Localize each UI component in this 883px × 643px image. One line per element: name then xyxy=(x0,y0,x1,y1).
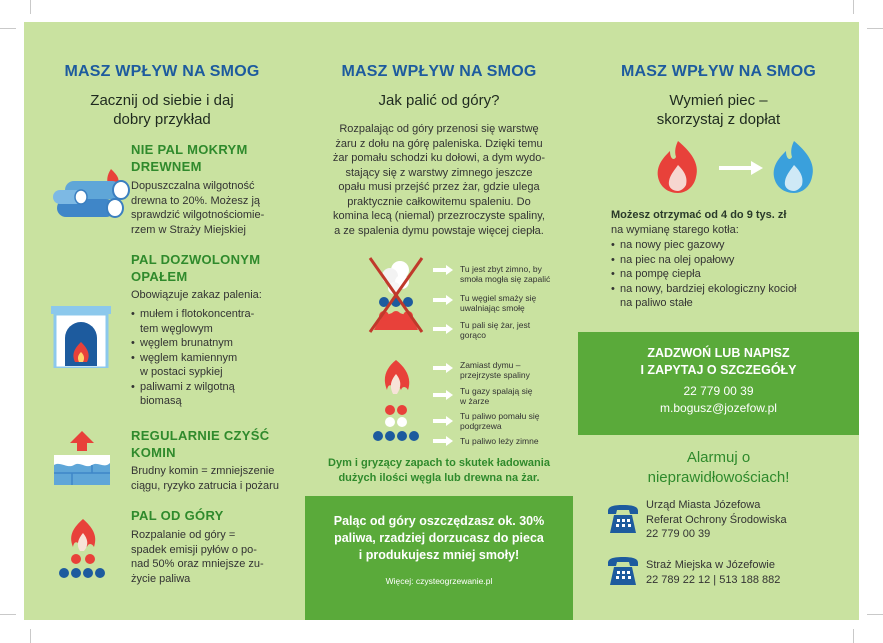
panel-subtitle: Zacznij od siebie i daj xyxy=(90,92,234,109)
annotation: Tu jest zbyt zimno, by smoła mogła się zapalić xyxy=(460,264,551,284)
phone-number[interactable]: 22 779 00 39 xyxy=(646,528,711,540)
list-item: • na nowy piec gazowy xyxy=(611,238,797,253)
section-heading: OPAŁEM xyxy=(131,269,188,284)
panel-top-down-burning xyxy=(300,22,578,620)
list-item: • paliwami z wilgotną biomasą xyxy=(131,380,254,409)
arrow-icon xyxy=(433,295,453,305)
list-item: • na nowy, bardziej ekologiczny kocioł na paliwo stałe xyxy=(611,282,797,311)
crop-mark xyxy=(30,629,31,643)
wrong-method-icon xyxy=(366,256,426,334)
contact-box xyxy=(578,332,859,435)
section-heading: NIE PAL MOKRYM xyxy=(131,142,248,157)
panel-replace-stove xyxy=(578,22,859,620)
correct-method-icon xyxy=(370,356,422,444)
annotation: Tu gazy spalają się w żarze xyxy=(460,386,533,406)
crop-mark xyxy=(853,629,854,643)
section-text: Obowiązuje zakaz palenia: xyxy=(131,289,262,301)
crop-mark xyxy=(867,28,883,29)
panel-subtitle: dobry przykład xyxy=(113,111,211,128)
list-item: • węglem brunatnym xyxy=(131,336,254,351)
savings-text: Paląc od góry oszczędzasz ok. 30% paliwa, rzadziej dorzucasz do pieca i produkujesz mniej smoły! xyxy=(333,514,545,562)
phone-number[interactable]: 22 789 22 12 | 513 188 882 xyxy=(646,573,781,586)
crop-mark xyxy=(853,0,854,14)
section-heading: DREWNEM xyxy=(131,159,202,174)
warning-text: Dym i gryzący zapach to skutek ładowania dużych ilości węgla lub drewna na żar. xyxy=(328,457,550,484)
savings-box xyxy=(305,496,573,620)
arrow-right-icon xyxy=(719,161,763,175)
annotation: Tu paliwo leży zimne xyxy=(460,436,539,446)
chimney-icon xyxy=(54,429,110,485)
contact-heading: ZADZWOŃ LUB NAPISZ I ZAPYTAJ O SZCZEGÓŁY xyxy=(640,346,797,377)
crop-mark xyxy=(867,614,883,615)
panel-title: MASZ WPŁYW NA SMOG xyxy=(621,63,816,80)
crop-mark xyxy=(0,28,16,29)
list-item: • na pompę ciepła xyxy=(611,267,797,282)
panel-subtitle: Jak palić od góry? xyxy=(378,92,500,109)
blue-flame-icon xyxy=(770,139,818,193)
panel-subtitle: Wymień piec – xyxy=(669,92,768,109)
arrow-icon xyxy=(433,363,453,373)
section-heading: PAL OD GÓRY xyxy=(131,508,224,523)
section-text: Dopuszczalna wilgotność drewna to 20%. Możesz ją sprawdzić wilgotnościomie- rzem w Straży Miejskiej xyxy=(131,180,265,236)
panel-subtitle: skorzystaj z dopłat xyxy=(656,111,781,128)
grant-intro: na wymianę starego kotła: xyxy=(611,224,739,236)
annotation: Tu paliwo pomału się podgrzewa xyxy=(460,411,540,431)
alarm-heading: Alarmuj o xyxy=(686,449,751,466)
website-link[interactable]: Więcej: czysteogrzewanie.pl xyxy=(385,576,493,586)
section-heading: REGULARNIE CZYŚĆ xyxy=(131,428,270,443)
annotation: Zamiast dymu – przejrzyste spaliny xyxy=(460,360,530,380)
fireplace-icon xyxy=(51,306,111,368)
section-text: Brudny komin = zmniejszenie ciągu, ryzyko zatrucia i pożaru xyxy=(131,465,279,492)
contact-email[interactable]: m.bogusz@jozefow.pl xyxy=(660,401,777,415)
arrow-icon xyxy=(433,324,453,334)
section-heading: PAL DOZWOLONYM xyxy=(131,252,261,267)
annotation: Tu węgiel smaży się uwalniając smołę xyxy=(460,293,537,313)
arrow-icon xyxy=(433,436,453,446)
grant-amount: Możesz otrzymać od 4 do 9 tys. zł xyxy=(611,209,787,221)
contact-phone[interactable]: 22 779 00 39 xyxy=(683,384,754,398)
phone-icon xyxy=(606,505,640,535)
panel-title: MASZ WPŁYW NA SMOG xyxy=(64,63,260,80)
crop-mark xyxy=(0,614,16,615)
panel-start-yourself xyxy=(24,22,300,620)
arrow-icon xyxy=(433,265,453,275)
contact-city-hall: Urząd Miasta Józefowa Referat Ochrony Środowiska 22 779 00 39 xyxy=(646,499,787,540)
contact-city-guard: Straż Miejska w Józefowie 22 789 22 12 | 513 188 882 xyxy=(646,559,781,586)
list-item: • mułem i flotokoncentra- tem węglowym xyxy=(131,307,254,336)
section-heading: KOMIN xyxy=(131,445,176,460)
arrow-icon xyxy=(433,416,453,426)
crop-mark xyxy=(30,0,31,14)
phone-icon xyxy=(606,557,640,587)
annotation: Tu pali się żar, jest gorąco xyxy=(460,320,531,340)
panel-title: MASZ WPŁYW NA SMOG xyxy=(341,63,537,80)
grant-options-list xyxy=(611,238,797,311)
banned-fuels-list xyxy=(131,307,254,409)
section-text: Rozpalanie od góry = spadek emisji pyłów o po- nad 50% oraz mniejsze zu- życie paliwa xyxy=(131,529,264,585)
alarm-heading: nieprawidłowościach! xyxy=(647,469,790,486)
red-flame-icon xyxy=(654,139,702,193)
leaflet xyxy=(24,22,859,620)
list-item: • na piec na olej opałowy xyxy=(611,253,797,268)
list-item: • węglem kamiennym w postaci sypkiej xyxy=(131,351,254,380)
fire-on-top-icon xyxy=(58,517,108,583)
explanation-paragraph: Rozpalając od góry przenosi się warstwę żaru z dołu na górę paleniska. Dzięki temu żar pomału schodzi ku dołowi, a dym wydo- stający się z warstwy zimnego jeszcze opału musi przejść przez żar, gdzie ulega praktycznie całkowitemu spaleniu. Do komina lecą (niemal) przezroczyste spaliny, a ze spalenia dymu powstaje więcej ciepła. xyxy=(332,123,546,237)
wood-log-icon xyxy=(51,165,137,221)
arrow-icon xyxy=(433,390,453,400)
